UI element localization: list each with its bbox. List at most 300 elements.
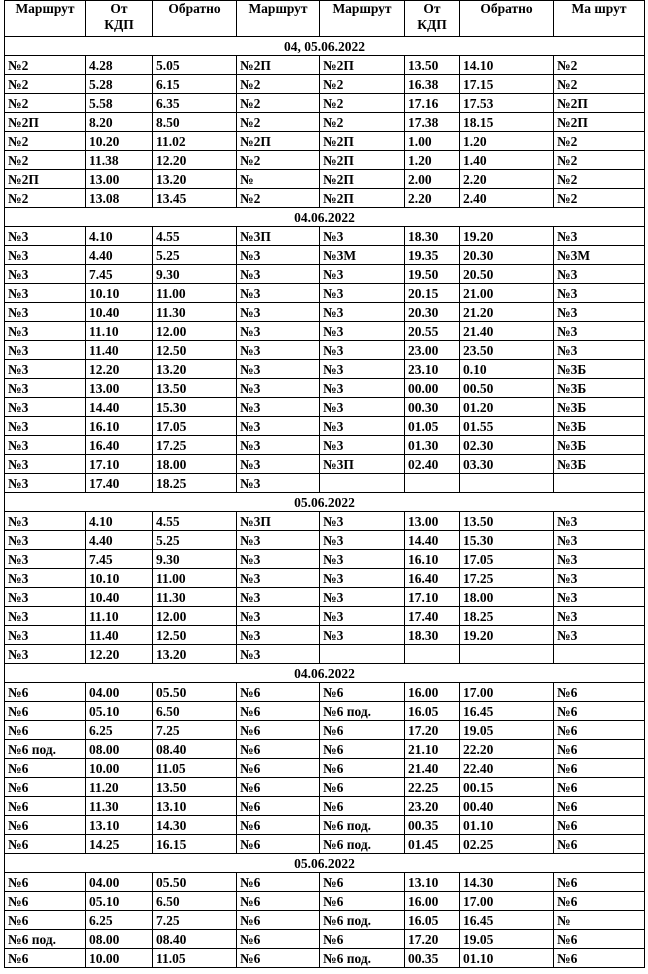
table-cell: №3 (237, 303, 320, 322)
table-cell: 04.00 (86, 873, 153, 892)
table-row (5, 284, 645, 303)
table-cell: 08.00 (86, 930, 153, 949)
table-cell: 11.02 (153, 132, 237, 151)
column-header (86, 1, 153, 37)
table-cell: №6 (5, 892, 86, 911)
table-cell: №2 (5, 189, 86, 208)
table-cell: 21.40 (405, 759, 460, 778)
table-cell: 4.55 (153, 512, 237, 531)
table-cell: 00.30 (405, 398, 460, 417)
table-cell: №6 под. (320, 816, 405, 835)
table-row (5, 417, 645, 436)
table-cell: №3Б (554, 417, 645, 436)
table-cell: №3 (5, 360, 86, 379)
table-cell: 20.55 (405, 322, 460, 341)
table-cell: №6 (5, 816, 86, 835)
table-cell: 5.28 (86, 75, 153, 94)
section-header-row (5, 493, 645, 512)
table-cell: №2 (554, 151, 645, 170)
table-cell: №3 (5, 341, 86, 360)
table-cell: №2 (5, 56, 86, 75)
table-row (5, 740, 645, 759)
table-cell: 14.40 (405, 531, 460, 550)
table-row (5, 360, 645, 379)
table-row (5, 455, 645, 474)
table-cell: 2.40 (460, 189, 554, 208)
table-cell: №3 (320, 379, 405, 398)
table-cell: 13.00 (405, 512, 460, 531)
table-cell: 11.30 (153, 588, 237, 607)
table-cell: №3 (320, 588, 405, 607)
table-cell: 5.05 (153, 56, 237, 75)
table-cell: 16.45 (460, 702, 554, 721)
section-date: 04, 05.06.2022 (5, 37, 645, 56)
table-cell: 17.00 (460, 683, 554, 702)
table-cell: 10.10 (86, 284, 153, 303)
table-cell: 03.30 (460, 455, 554, 474)
table-cell: №2П (237, 132, 320, 151)
table-cell: №6 (5, 835, 86, 854)
table-row (5, 398, 645, 417)
table-cell (554, 645, 645, 664)
table-cell: 5.25 (153, 531, 237, 550)
table-row (5, 132, 645, 151)
table-cell: №2 (5, 75, 86, 94)
table-cell: №2П (5, 170, 86, 189)
column-header (405, 1, 460, 37)
table-cell: №3 (5, 588, 86, 607)
table-row (5, 911, 645, 930)
table-cell: 1.00 (405, 132, 460, 151)
table-row (5, 607, 645, 626)
table-cell: №3 (554, 626, 645, 645)
table-cell: 18.25 (153, 474, 237, 493)
table-cell: 16.15 (153, 835, 237, 854)
table-cell: 15.30 (153, 398, 237, 417)
table-cell: 01.55 (460, 417, 554, 436)
table-cell: №3 (237, 607, 320, 626)
table-cell: 2.00 (405, 170, 460, 189)
table-cell: 4.10 (86, 512, 153, 531)
table-cell: 19.20 (460, 227, 554, 246)
table-cell: №3 (320, 436, 405, 455)
table-cell: №2 (554, 75, 645, 94)
table-row (5, 778, 645, 797)
table-cell: 21.20 (460, 303, 554, 322)
table-cell: №3П (237, 227, 320, 246)
table-cell: №3 (554, 550, 645, 569)
table-row (5, 56, 645, 75)
table-cell: №3 (237, 341, 320, 360)
column-header-label: Ма шрут (571, 1, 627, 16)
table-cell: 13.10 (405, 873, 460, 892)
table-cell: №6 (320, 759, 405, 778)
table-cell: №3Б (554, 398, 645, 417)
table-cell: 4.40 (86, 246, 153, 265)
table-cell: №6 (5, 797, 86, 816)
table-cell: №6 (5, 873, 86, 892)
table-cell: 23.00 (405, 341, 460, 360)
table-cell: №6 (554, 816, 645, 835)
table-cell: №3 (320, 303, 405, 322)
table-cell: №3 (5, 569, 86, 588)
table-cell: №3 (5, 607, 86, 626)
table-cell: №3 (5, 455, 86, 474)
table-cell: №3М (554, 246, 645, 265)
table-cell: 14.25 (86, 835, 153, 854)
table-cell: 21.40 (460, 322, 554, 341)
table-cell: 6.15 (153, 75, 237, 94)
table-cell: 17.10 (86, 455, 153, 474)
table-cell: 18.30 (405, 227, 460, 246)
table-cell: №3 (5, 417, 86, 436)
table-cell: №6 (237, 930, 320, 949)
table-row (5, 170, 645, 189)
table-cell: №3 (237, 455, 320, 474)
table-cell: 13.10 (153, 797, 237, 816)
table-cell: №6 под. (320, 835, 405, 854)
table-cell: №2 (320, 94, 405, 113)
table-cell: 6.25 (86, 911, 153, 930)
table-cell: 02.40 (405, 455, 460, 474)
table-cell: 10.40 (86, 303, 153, 322)
table-cell: №3 (554, 569, 645, 588)
table-cell: 0.10 (460, 360, 554, 379)
section-header-row (5, 208, 645, 227)
table-cell: 13.50 (153, 379, 237, 398)
table-row (5, 835, 645, 854)
table-row (5, 341, 645, 360)
table-cell: 15.30 (460, 531, 554, 550)
table-cell: №2 (237, 94, 320, 113)
section-date: 04.06.2022 (5, 664, 645, 683)
table-cell: 01.05 (405, 417, 460, 436)
table-cell: 11.10 (86, 607, 153, 626)
table-row (5, 436, 645, 455)
table-cell: 2.20 (405, 189, 460, 208)
column-header (237, 1, 320, 37)
table-cell: №3 (237, 360, 320, 379)
table-cell (320, 645, 405, 664)
table-cell: 2.20 (460, 170, 554, 189)
table-cell: №6 (320, 778, 405, 797)
table-cell: №6 (5, 702, 86, 721)
table-cell: 01.20 (460, 398, 554, 417)
table-cell: 7.45 (86, 265, 153, 284)
table-cell: 17.25 (153, 436, 237, 455)
table-cell: 4.55 (153, 227, 237, 246)
table-cell: 17.20 (405, 721, 460, 740)
table-cell: 02.30 (460, 436, 554, 455)
table-cell: 19.20 (460, 626, 554, 645)
table-cell: 11.38 (86, 151, 153, 170)
table-cell: 11.30 (86, 797, 153, 816)
table-cell: 4.28 (86, 56, 153, 75)
table-cell: 13.20 (153, 645, 237, 664)
table-cell: №3 (320, 531, 405, 550)
table-cell: 20.15 (405, 284, 460, 303)
table-row (5, 550, 645, 569)
table-cell: 23.50 (460, 341, 554, 360)
table-cell: №6 (554, 797, 645, 816)
table-cell: 08.40 (153, 740, 237, 759)
table-cell: 17.15 (460, 75, 554, 94)
table-cell: №3 (5, 379, 86, 398)
table-cell: 16.05 (405, 911, 460, 930)
table-cell: №6 (554, 721, 645, 740)
table-cell: 17.00 (460, 892, 554, 911)
table-cell: №3Б (554, 455, 645, 474)
table-cell: 18.15 (460, 113, 554, 132)
table-cell: 10.00 (86, 759, 153, 778)
table-cell: №3М (320, 246, 405, 265)
table-row (5, 151, 645, 170)
table-cell: 12.20 (153, 151, 237, 170)
table-cell: 13.20 (153, 170, 237, 189)
table-cell: №3 (237, 246, 320, 265)
column-header-label: Обратно (480, 1, 533, 16)
table-cell: 13.45 (153, 189, 237, 208)
table-row (5, 702, 645, 721)
table-cell: №2 (554, 170, 645, 189)
table-cell: 16.00 (405, 683, 460, 702)
table-cell: №6 (554, 778, 645, 797)
table-cell: №3 (320, 398, 405, 417)
table-cell: №3 (554, 607, 645, 626)
column-header (153, 1, 237, 37)
table-cell: №3 (320, 569, 405, 588)
table-cell: №3 (554, 227, 645, 246)
table-cell: 6.50 (153, 892, 237, 911)
column-header-label: КДП (104, 17, 134, 32)
table-cell: 23.10 (405, 360, 460, 379)
table-cell: №3Б (554, 379, 645, 398)
table-cell: №3 (5, 398, 86, 417)
table-cell: 18.00 (153, 455, 237, 474)
table-cell: 20.50 (460, 265, 554, 284)
table-row (5, 113, 645, 132)
table-body (5, 37, 645, 968)
table-cell: 08.40 (153, 930, 237, 949)
table-cell: №3 (237, 436, 320, 455)
section-header-row (5, 664, 645, 683)
table-cell: 05.10 (86, 702, 153, 721)
section-date: 05.06.2022 (5, 493, 645, 512)
table-cell: 12.50 (153, 626, 237, 645)
table-cell: 13.20 (153, 360, 237, 379)
column-header (320, 1, 405, 37)
table-cell: 08.00 (86, 740, 153, 759)
table-cell: 17.53 (460, 94, 554, 113)
table-row (5, 75, 645, 94)
table-cell: №2П (320, 189, 405, 208)
table-cell: №3 (554, 341, 645, 360)
table-cell: 17.05 (153, 417, 237, 436)
table-cell: № (554, 911, 645, 930)
table-cell: №6 (237, 835, 320, 854)
table-row (5, 645, 645, 664)
table-cell: 11.40 (86, 341, 153, 360)
table-cell: №3Б (554, 436, 645, 455)
table-cell: №6 (320, 930, 405, 949)
table-cell: №3Б (554, 360, 645, 379)
table-cell: №6 под. (320, 911, 405, 930)
table-row (5, 759, 645, 778)
table-row (5, 265, 645, 284)
table-cell: 22.40 (460, 759, 554, 778)
table-cell: №3 (237, 417, 320, 436)
table-cell (460, 645, 554, 664)
table-cell: 05.50 (153, 873, 237, 892)
table-row (5, 626, 645, 645)
table-cell: №3 (5, 265, 86, 284)
table-cell: 00.00 (405, 379, 460, 398)
table-cell: №2 (5, 132, 86, 151)
table-cell: №2 (5, 94, 86, 113)
table-cell: 16.10 (86, 417, 153, 436)
table-cell: №2 (237, 113, 320, 132)
table-cell (554, 474, 645, 493)
table-cell: 18.30 (405, 626, 460, 645)
table-cell: №3 (554, 322, 645, 341)
column-header (554, 1, 645, 37)
table-cell: 23.20 (405, 797, 460, 816)
column-header-label: Маршрут (332, 1, 392, 16)
table-row (5, 474, 645, 493)
table-cell: 16.40 (86, 436, 153, 455)
table-cell: 7.45 (86, 550, 153, 569)
table-cell: 4.10 (86, 227, 153, 246)
table-cell: 00.50 (460, 379, 554, 398)
table-cell: №6 (237, 892, 320, 911)
table-cell: 11.00 (153, 569, 237, 588)
table-cell: 13.00 (86, 170, 153, 189)
table-cell: №6 (5, 759, 86, 778)
table-cell: №3 (237, 379, 320, 398)
column-header-label: КДП (417, 17, 447, 32)
table-cell: №3 (320, 417, 405, 436)
table-cell: №6 под. (320, 949, 405, 968)
table-cell: 6.25 (86, 721, 153, 740)
table-cell: №6 (5, 911, 86, 930)
table-cell: 13.50 (460, 512, 554, 531)
table-cell (405, 645, 460, 664)
table-cell: №3 (554, 512, 645, 531)
table-cell: №6 (320, 740, 405, 759)
table-cell: 11.05 (153, 759, 237, 778)
section-date: 04.06.2022 (5, 208, 645, 227)
table-cell: 12.00 (153, 607, 237, 626)
table-cell: 18.25 (460, 607, 554, 626)
table-cell: № (237, 170, 320, 189)
table-cell: 7.25 (153, 721, 237, 740)
table-cell: №6 (5, 683, 86, 702)
table-cell: №3 (5, 626, 86, 645)
column-header-label: От (110, 1, 128, 16)
table-cell: №3 (320, 550, 405, 569)
table-cell: 14.40 (86, 398, 153, 417)
table-cell: №6 (237, 778, 320, 797)
table-cell: №6 (554, 930, 645, 949)
table-cell: №3 (320, 322, 405, 341)
table-cell: №6 под. (320, 702, 405, 721)
table-cell: №6 (320, 683, 405, 702)
table-cell: 19.35 (405, 246, 460, 265)
table-cell: 14.30 (153, 816, 237, 835)
table-cell: 10.00 (86, 949, 153, 968)
table-row (5, 949, 645, 968)
table-cell: 10.10 (86, 569, 153, 588)
table-row (5, 892, 645, 911)
table-cell: 12.20 (86, 360, 153, 379)
table-cell: №3 (5, 645, 86, 664)
table-cell: 00.15 (460, 778, 554, 797)
table-cell: №3 (554, 588, 645, 607)
table-cell: №3 (5, 322, 86, 341)
table-row (5, 94, 645, 113)
table-cell: №3 (237, 474, 320, 493)
table-cell: 6.35 (153, 94, 237, 113)
table-cell: 11.20 (86, 778, 153, 797)
column-header-label: Маршрут (248, 1, 308, 16)
table-cell: №3 (320, 360, 405, 379)
table-cell: №2 (5, 151, 86, 170)
table-cell: №3 (320, 512, 405, 531)
table-cell: №6 (320, 721, 405, 740)
table-cell: №3 (237, 531, 320, 550)
table-cell: №3 (237, 322, 320, 341)
table-cell: №3 (5, 284, 86, 303)
table-cell: №6 под. (5, 930, 86, 949)
table-cell: №6 (237, 740, 320, 759)
table-cell: №3П (320, 455, 405, 474)
table-cell: 8.20 (86, 113, 153, 132)
table-cell: 01.45 (405, 835, 460, 854)
table-cell: 1.20 (460, 132, 554, 151)
table-cell: №3 (5, 246, 86, 265)
table-cell: №3 (320, 284, 405, 303)
table-cell: №3 (237, 588, 320, 607)
table-cell: №2П (320, 151, 405, 170)
table-cell: 13.50 (153, 778, 237, 797)
table-cell: 16.40 (405, 569, 460, 588)
table-row (5, 588, 645, 607)
table-cell: 17.40 (86, 474, 153, 493)
column-header-label: От (423, 1, 441, 16)
table-cell: 13.08 (86, 189, 153, 208)
table-row (5, 379, 645, 398)
table-cell: №6 (237, 683, 320, 702)
table-cell: 17.10 (405, 588, 460, 607)
table-cell: №3 (5, 474, 86, 493)
table-cell: №2П (554, 94, 645, 113)
column-header (460, 1, 554, 37)
table-cell: №3 (237, 569, 320, 588)
bus-schedule-table (4, 0, 645, 968)
table-cell: 16.00 (405, 892, 460, 911)
table-cell: №2 (320, 75, 405, 94)
table-cell: 19.50 (405, 265, 460, 284)
table-cell: №3 (320, 626, 405, 645)
table-cell: №6 (554, 702, 645, 721)
table-cell: 19.05 (460, 930, 554, 949)
table-cell: №6 (237, 873, 320, 892)
table-cell: №6 (237, 949, 320, 968)
table-cell: №3 (237, 626, 320, 645)
table-cell: №6 под. (5, 740, 86, 759)
table-header (5, 1, 645, 37)
table-cell: 5.58 (86, 94, 153, 113)
